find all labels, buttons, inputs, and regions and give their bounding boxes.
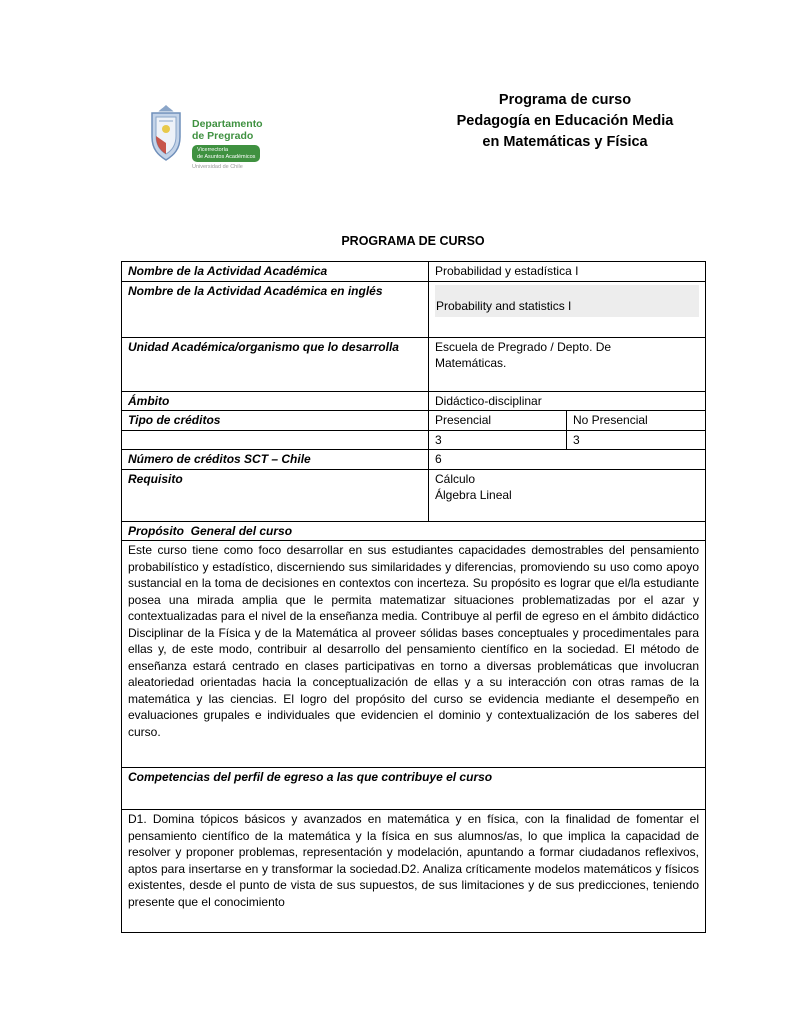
logo-dept-line1: Departamento (192, 118, 263, 130)
field-value-requisito-line1: Cálculo (435, 471, 476, 486)
table-row-unidad (122, 337, 706, 391)
section-header-competencias: Competencias del perfil de egreso a las que contribuye el curso (122, 768, 706, 810)
university-shield-icon (147, 104, 185, 167)
field-label-sct: Número de créditos SCT – Chile (122, 450, 429, 470)
program-header-line2: Pedagogía en Educación Media (456, 113, 674, 129)
proposito-paragraph: Este curso tiene como foco desarrollar en sus estudiantes capacidades demostrables del pensamiento probabilístico y estadístico, discerniendo sus similaridades y diferencias, promoviendo su uso como apoyo sustancial en la toma de decisiones en contextos con incerteza. Su propósito es lograr que el/la estudiante posea una mirada amplia que le permita matematizar situaciones problematizadas por el azar y contextualizadas para el nivel de la enseñanza media. Contribuye al perfil de egreso en el ámbito didáctico Disciplinar de la Física y de la Matemática al proveer sólidas bases conceptuales y procedimentales para ellas y, de este modo, contribuir al desarrollo del pensamiento científico en la sociedad. El método de enseñanza estará centrado en clases participativas en torno a diversas problemáticas que involucran aleatoriedad orientadas hacia la conceptualización de ellas y a su interacción con otras ramas de la matemática y las ciencias. El logro del propósito del curso se evidencia mediante el desempeño en evaluaciones grupales e individuales que evidencien el dominio y contextualización de los saberes del curso. (122, 541, 706, 768)
program-header (421, 90, 709, 153)
field-value-unidad-line1: Escuela de Pregrado / Depto. De (435, 339, 612, 354)
logo-text (192, 104, 263, 171)
field-label-nombre-ingles: Nombre de la Actividad Académica en inglés (122, 281, 429, 337)
table-row-tipo-creditos (122, 411, 706, 431)
university-logo (147, 104, 263, 171)
table-row-nombre (122, 262, 706, 282)
field-value-unidad (429, 337, 706, 391)
field-label-ambito: Ámbito (122, 391, 429, 411)
credits-col2-value: 3 (567, 430, 706, 450)
section-header-proposito: Propósito General del curso (122, 521, 706, 541)
field-value-unidad-line2: Matemáticas. (435, 356, 507, 370)
logo-university-name: Universidad de Chile (192, 164, 243, 170)
field-label-tipo-creditos: Tipo de créditos (122, 411, 429, 431)
field-value-requisito (429, 469, 706, 521)
field-value-requisito-line2: Álgebra Lineal (435, 488, 512, 502)
logo-vicerrectoria (192, 145, 260, 162)
table-row-requisito (122, 469, 706, 521)
logo-dept-line2: de Pregrado (192, 130, 254, 142)
logo-vice-line1: Vicerrectoría (197, 147, 229, 153)
course-table (121, 261, 706, 933)
table-row-nombre-ingles (122, 281, 706, 337)
field-label-requisito: Requisito (122, 469, 429, 521)
field-value-nombre-ingles (429, 281, 706, 337)
field-value-nombre: Probabilidad y estadística I (429, 262, 706, 282)
table-row-tipo-creditos-values (122, 430, 706, 450)
field-label-nombre: Nombre de la Actividad Académica (122, 262, 429, 282)
program-header-line3: en Matemáticas y Física (482, 134, 648, 150)
table-row-proposito-header (122, 521, 706, 541)
competencias-paragraph: D1. Domina tópicos básicos y avanzados en matemática y en física, con la finalidad de fomentar el pensamiento científico de la matemática y la física en sus alumnos/as, lo que implica la capacidad de resolver y proponer problemas, representación y modelación, apuntando a formar ciudadanos reflexivos, aptos para insertarse en y transformar la sociedad.D2. Analiza críticamente modelos matemáticos y físicos existentes, desde el punto de vista de sus supuestos, de sus limitaciones y de sus predicciones, teniendo presente que el conocimiento (122, 810, 706, 933)
table-row-competencias-text (122, 810, 706, 933)
field-label-unidad: Unidad Académica/organismo que lo desarrolla (122, 337, 429, 391)
highlighted-value: Probability and statistics I (435, 285, 699, 317)
credits-col1-value: 3 (429, 430, 567, 450)
credits-col2-header: No Presencial (567, 411, 706, 431)
logo-vice-line2: de Asuntos Académicos (197, 153, 256, 160)
table-row-ambito (122, 391, 706, 411)
field-value-ambito: Didáctico-disciplinar (429, 391, 706, 411)
document-title: PROGRAMA DE CURSO (341, 234, 485, 248)
program-header-line1: Programa de curso (498, 92, 632, 108)
table-row-sct (122, 450, 706, 470)
field-value-sct: 6 (429, 450, 706, 470)
table-row-competencias-header (122, 768, 706, 810)
table-row-proposito-text (122, 541, 706, 768)
empty-cell (122, 430, 429, 450)
credits-col1-header: Presencial (429, 411, 567, 431)
